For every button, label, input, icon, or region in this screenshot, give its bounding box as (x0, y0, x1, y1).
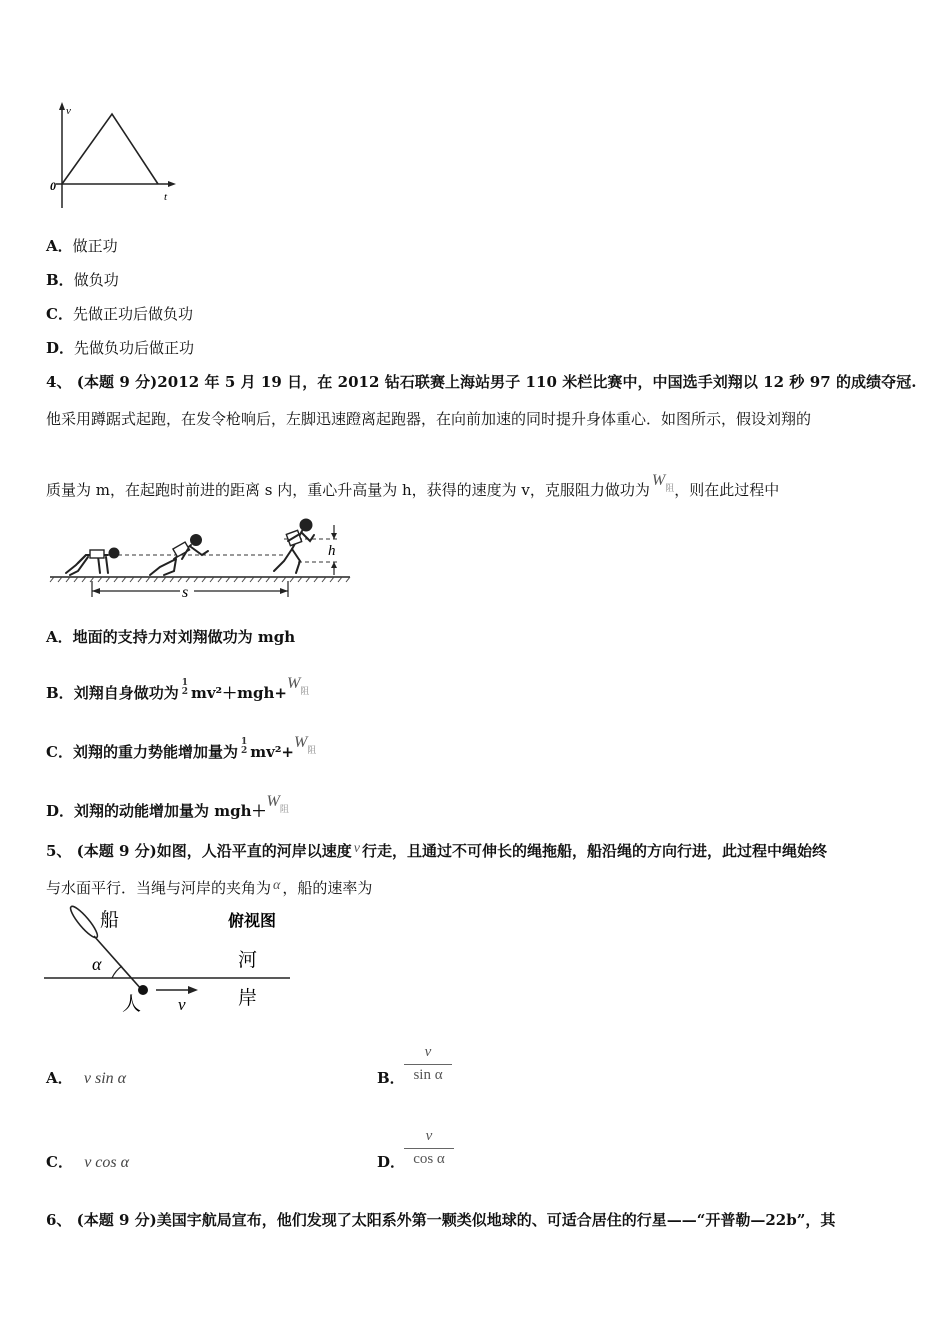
runner-accelerating (150, 535, 208, 575)
river-label: 河 (238, 950, 258, 971)
runner-upright (274, 520, 314, 574)
half-fraction: 1 2 (181, 678, 188, 697)
q6-line-1: 6、 (本题 9 分)美国宇航局宣布，他们发现了太阳系外第一颗类似地球的、可适合居住的行星——“开普勒—22b”，其 (46, 1211, 836, 1229)
s-label: s (182, 584, 189, 601)
bank-label: 岸 (238, 988, 258, 1009)
h-label: h (328, 543, 336, 559)
t-axis-label: t (164, 191, 168, 203)
alpha-label: α (92, 954, 102, 974)
q5-option-c: C． v cos α (46, 1153, 130, 1171)
q5-option-d-fraction: v cos α (404, 1128, 454, 1168)
q4-option-b: B．刘翔自身做功为 1 2 $mv^2+mgh+W_阻$ (46, 675, 310, 702)
runner-crouch (66, 549, 119, 576)
q4-option-d: D．刘翔的动能增加量为 $mgh+W_阻$ (46, 793, 289, 820)
w-symbol: W (651, 472, 666, 489)
boat-shape (67, 904, 100, 941)
river-boat-figure (44, 904, 294, 1016)
q3-option-d: D．先做负功后做正功 (46, 339, 195, 357)
q5-option-d-letter: D． (377, 1153, 406, 1171)
q5-line-1: 5、 (本题 9 分)如图，人沿平直的河岸以速度 v 行走，且通过不可伸长的绳拖船，船沿绳的方向行进，此过程中绳始终 (46, 841, 827, 860)
v-axis-arrow (59, 102, 65, 110)
q4-option-a: A．地面的支持力对刘翔做功为 mgh (46, 628, 296, 646)
q5-line-2: 与水面平行．当绳与河岸的夹角为 α ，船的速率为 (46, 878, 373, 897)
alpha-arc (112, 966, 122, 978)
origin-label: 0 (50, 179, 56, 193)
t-axis-arrow (168, 181, 176, 187)
q4-option-c: C．刘翔的重力势能增加量为 1 2 $mv^2+W_阻$ (46, 734, 317, 761)
top-view-label: 俯视图 (228, 913, 277, 930)
v-axis-label: v (66, 105, 71, 117)
q3-option-b: B．做负功 (46, 271, 119, 289)
half-fraction: 1 2 (240, 737, 248, 756)
person-label: 人 (122, 994, 142, 1015)
vt-graph (44, 100, 184, 212)
q4-line-1: 4、 (本题 9 分)2012 年 5 月 19 日，在 2012 钻石联赛上海站男子 110 米栏比赛中，中国选手刘翔以 12 秒 97 的成绩夺冠. (46, 373, 917, 391)
q3-option-a: A．做正功 (46, 237, 118, 255)
q5-option-b-letter: B． (377, 1069, 405, 1087)
q3-option-c: C．先做正功后做负功 (46, 305, 193, 323)
velocity-label: v (178, 995, 186, 1014)
q5-option-a: A． v sin α (46, 1069, 127, 1087)
q4-line-2: 他采用蹲踞式起跑，在发令枪响后，左脚迅速蹬离起跑器，在向前加速的同时提升身体重心．如图所示，假设刘翔的 (46, 410, 812, 428)
sprint-start-figure (48, 515, 354, 605)
q5-option-b-fraction: v sin α (404, 1044, 452, 1084)
vt-curve (62, 114, 158, 184)
q4-line-3: 质量为 m，在起跑时前进的距离 s 内，重心升高量为 h，获得的速度为 v，克服阻力做功为$W_阻$，则在此过程中 (46, 472, 780, 499)
boat-label: 船 (100, 910, 120, 931)
